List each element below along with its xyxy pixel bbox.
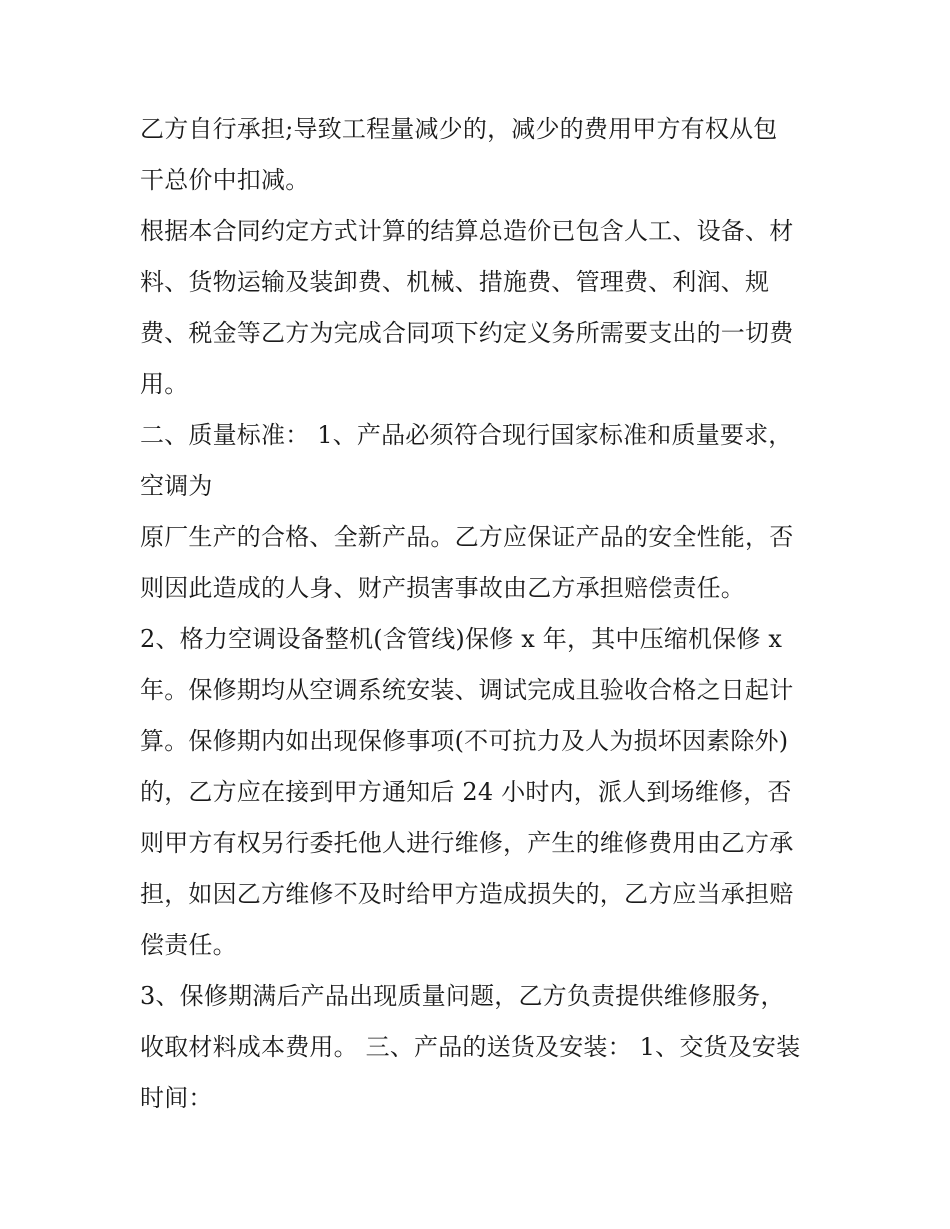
text-line: 料、货物运输及装卸费、机械、措施费、管理费、利润、规 [140,268,770,296]
text-line: 年。保修期均从空调系统安装、调试完成且验收合格之日起计 [140,676,794,704]
text-line: 干总价中扣减。 [140,166,310,194]
text-line: 3、保修期满后产品出现质量问题，乙方负责提供维修服务， [140,982,785,1010]
text-line: 的，乙方应在接到甲方通知后 24 小时内，派人到场维修，否 [140,778,792,806]
text-line: 空调为 [140,472,213,500]
text-line: 担，如因乙方维修不及时给甲方造成损失的，乙方应当承担赔 [140,880,794,908]
text-line: 根据本合同约定方式计算的结算总造价已包含人工、设备、材 [140,217,794,245]
text-line: 算。保修期内如出现保修事项(不可抗力及人为损坏因素除外) [140,727,789,755]
text-line: 时间： [140,1084,213,1112]
text-line: 偿责任。 [140,931,237,959]
text-line: 二、质量标准： 1、产品必须符合现行国家标准和质量要求， [140,421,793,449]
text-line: 则甲方有权另行委托他人进行维修，产生的维修费用由乙方承 [140,829,794,857]
text-line: 收取材料成本费用。 三、产品的送货及安装： 1、交货及安装 [140,1033,801,1061]
text-line: 费、税金等乙方为完成合同项下约定义务所需要支出的一切费 [140,319,794,347]
text-line: 2、格力空调设备整机(含管线)保修 x 年，其中压缩机保修 x [140,625,783,653]
text-line: 则因此造成的人身、财产损害事故由乙方承担赔偿责任。 [140,574,745,602]
text-line: 乙方自行承担;导致工程量减少的，减少的费用甲方有权从包 [140,115,778,143]
text-line: 用。 [140,370,189,398]
text-line: 原厂生产的合格、全新产品。乙方应保证产品的安全性能，否 [140,523,794,551]
document-body [140,104,820,1124]
